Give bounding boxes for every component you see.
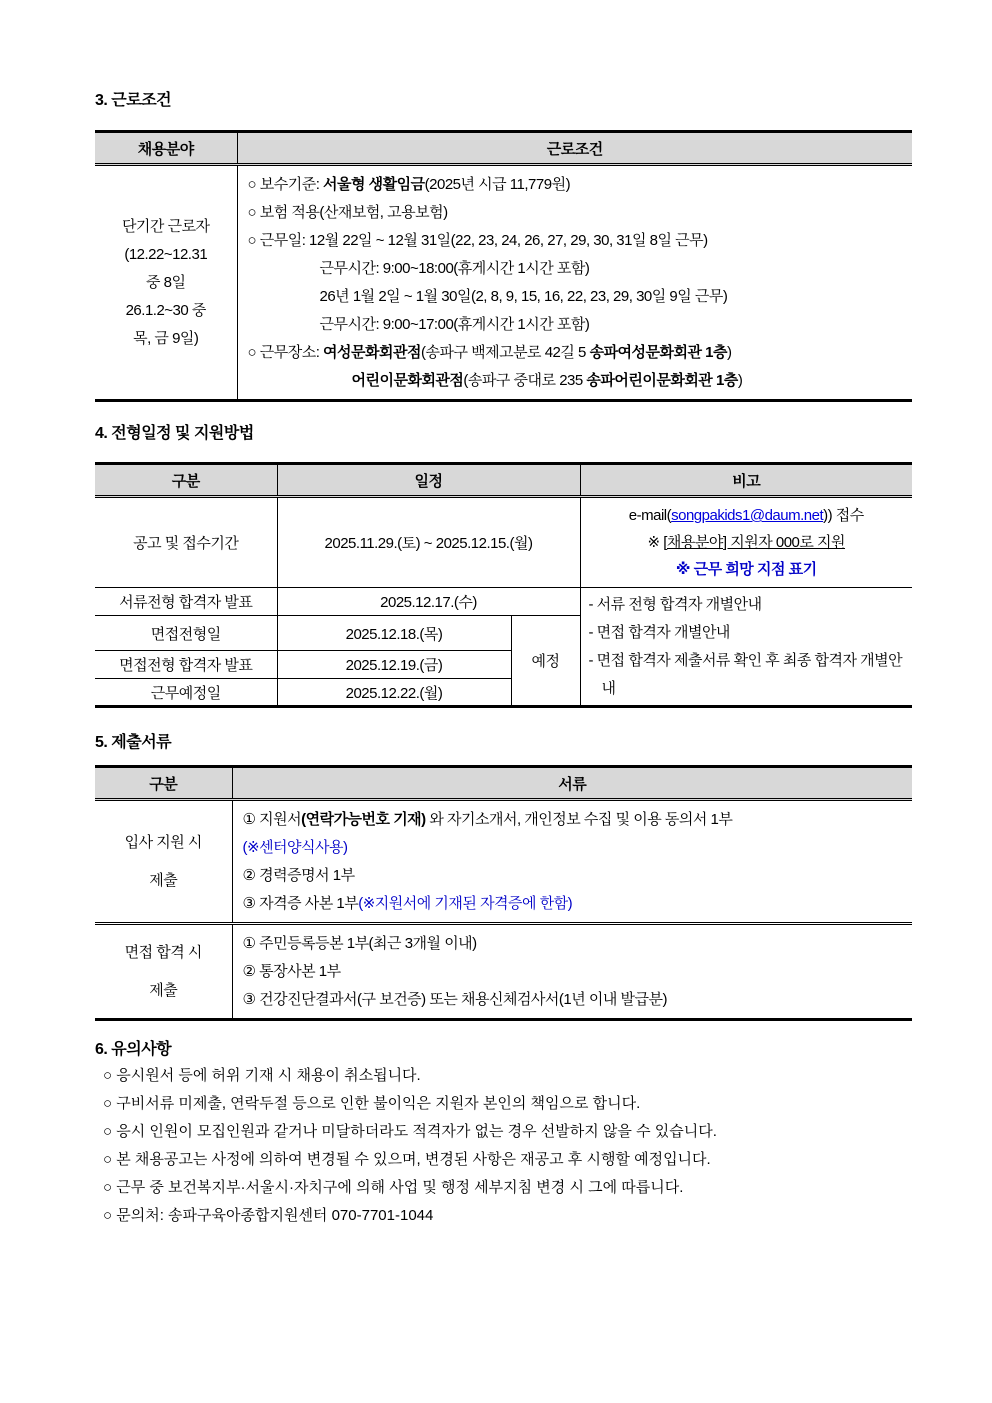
table-row (95, 800, 912, 924)
text-line: - 면접 합격자 개별안내 (588, 624, 730, 641)
text-line: 제출 (149, 981, 178, 999)
text-line: ② 통장사본 1부 (242, 963, 341, 980)
table-row (95, 924, 912, 1020)
result-remarks-cell (580, 588, 912, 707)
text-line: ③ 건강진단결과서(구 보건증) 또는 채용신체검사서(1년 이내 발급분) (242, 991, 668, 1008)
notes-list (103, 1062, 915, 1230)
text-line: ○ 보수기준: 서울형 생활임금(2025년 시급 11,779원) (247, 176, 571, 193)
col-header-category: 구분 (95, 464, 277, 497)
row-label: 면접전형일 (95, 616, 277, 651)
submission-documents-table (95, 765, 912, 1021)
text-line: 입사 지원 시 (124, 833, 202, 851)
table-header-row (95, 132, 912, 165)
text-line: ※ 근무 희망 지점 표기 (675, 561, 817, 578)
table-header-row (95, 464, 912, 497)
text-line: ○ 본 채용공고는 사정에 의하여 변경될 수 있으며, 변경된 사항은 재공고 후 시행할 예정입니다. (103, 1151, 711, 1168)
row-label (95, 800, 232, 924)
text-line: ② 경력증명서 1부 (242, 867, 355, 884)
text-line: ○ 문의처: 송파구육아종합지원센터 070-7701-1044 (103, 1207, 434, 1224)
application-documents-cell (232, 800, 912, 924)
col-header-recruit-field: 채용분야 (95, 132, 237, 165)
text-line: ① 지원서(연락가능번호 기재) 와 자기소개서, 개인정보 수집 및 이용 동의서 1부 (242, 811, 733, 828)
text-line: ○ 보험 적용(산재보험, 고용보험) (247, 204, 448, 221)
row-label (95, 924, 232, 1020)
row-label: 면접전형 합격자 발표 (95, 651, 277, 679)
text-line: (※센터양식사용) (242, 839, 348, 856)
interview-pass-documents-cell (232, 924, 912, 1020)
text-line: e-mail(songpakids1@daum.net)) 접수 (628, 507, 864, 524)
text-line: 근무시간: 9:00~17:00(휴게시간 1시간 포함) (319, 316, 590, 333)
section-4-title: 4. 전형일정 및 지원방법 (95, 425, 254, 442)
row-date: 2025.12.18.(목) (277, 616, 511, 651)
col-header-documents: 서류 (232, 767, 912, 800)
work-conditions-cell (237, 165, 912, 401)
text-line: (12.22~12.31 (124, 245, 208, 263)
table-row (95, 588, 912, 616)
text-line: - 서류 전형 합격자 개별안내 (588, 596, 762, 613)
text-line: 면접 합격 시 (124, 943, 202, 961)
section-3-title: 3. 근로조건 (95, 92, 172, 109)
text-line: 어린이문화회관점(송파구 중대로 235 송파어린이문화회관 1층) (351, 372, 743, 389)
text-line: 26년 1월 2일 ~ 1월 30일(2, 8, 9, 15, 16, 22, 23, 29, 30일 9일 근무) (319, 288, 728, 305)
text-line: 근무시간: 9:00~18:00(휴게시간 1시간 포함) (319, 260, 590, 277)
col-header-remarks: 비고 (580, 464, 912, 497)
text-line: - 면접 합격자 제출서류 확인 후 최종 합격자 개별안내 (588, 652, 903, 697)
text-line: 중 8일 (146, 273, 186, 291)
section-5-title: 5. 제출서류 (95, 734, 172, 751)
section-6-title: 6. 유의사항 (95, 1041, 172, 1058)
text-line: 목, 금 9일) (133, 329, 199, 347)
text-line: ○ 응시 인원이 모집인원과 같거나 미달하더라도 적격자가 없는 경우 선발하지 않을 수 있습니다. (103, 1123, 717, 1140)
text-line: 제출 (149, 871, 178, 889)
table-row (95, 165, 912, 401)
col-header-work-conditions: 근로조건 (237, 132, 912, 165)
row-label: 근무예정일 (95, 679, 277, 707)
text-line: ① 주민등록등본 1부(최근 3개월 이내) (242, 935, 477, 952)
text-line: ※ [채용분야] 지원자 000로 지원 (647, 534, 846, 551)
text-line: ○ 구비서류 미제출, 연락두절 등으로 인한 불이익은 지원자 본인의 책임으로 합니다. (103, 1095, 641, 1112)
col-header-schedule: 일정 (277, 464, 580, 497)
text-line: ○ 근무 중 보건복지부·서울시·자치구에 의해 사업 및 행정 세부지침 변경 시 그에 따릅니다. (103, 1179, 684, 1196)
row-date: 2025.12.22.(월) (277, 679, 511, 707)
table-header-row (95, 767, 912, 800)
row-date: 2025.12.19.(금) (277, 651, 511, 679)
row-label: 서류전형 합격자 발표 (95, 588, 277, 616)
text-line: ○ 근무일: 12월 22일 ~ 12월 31일(22, 23, 24, 26, 27, 29, 30, 31일 8일 근무) (247, 232, 708, 249)
schedule-table (95, 462, 912, 708)
col-header-category: 구분 (95, 767, 232, 800)
email-link[interactable]: songpakids1@daum.net (671, 507, 824, 524)
row-label: 공고 및 접수기간 (133, 535, 239, 552)
text-line: ③ 자격증 사본 1부(※지원서에 기재된 자격증에 한함) (242, 895, 573, 912)
text-line: ○ 근무장소: 여성문화회관점(송파구 백제고분로 42길 5 송파여성문화회관 1층) (247, 344, 732, 361)
row-date: 2025.12.17.(수) (277, 588, 580, 616)
text-line: 단기간 근로자 (121, 217, 210, 235)
table-row (95, 497, 912, 588)
working-conditions-table (95, 130, 912, 402)
status-cell: 예정 (511, 616, 580, 707)
application-remarks-cell (580, 497, 912, 588)
text-line: ○ 응시원서 등에 허위 기재 시 채용이 취소됩니다. (103, 1067, 421, 1084)
text-line: 26.1.2~30 중 (125, 301, 206, 319)
application-period: 2025.11.29.(토) ~ 2025.12.15.(월) (277, 497, 580, 588)
recruit-field-cell (95, 165, 237, 401)
